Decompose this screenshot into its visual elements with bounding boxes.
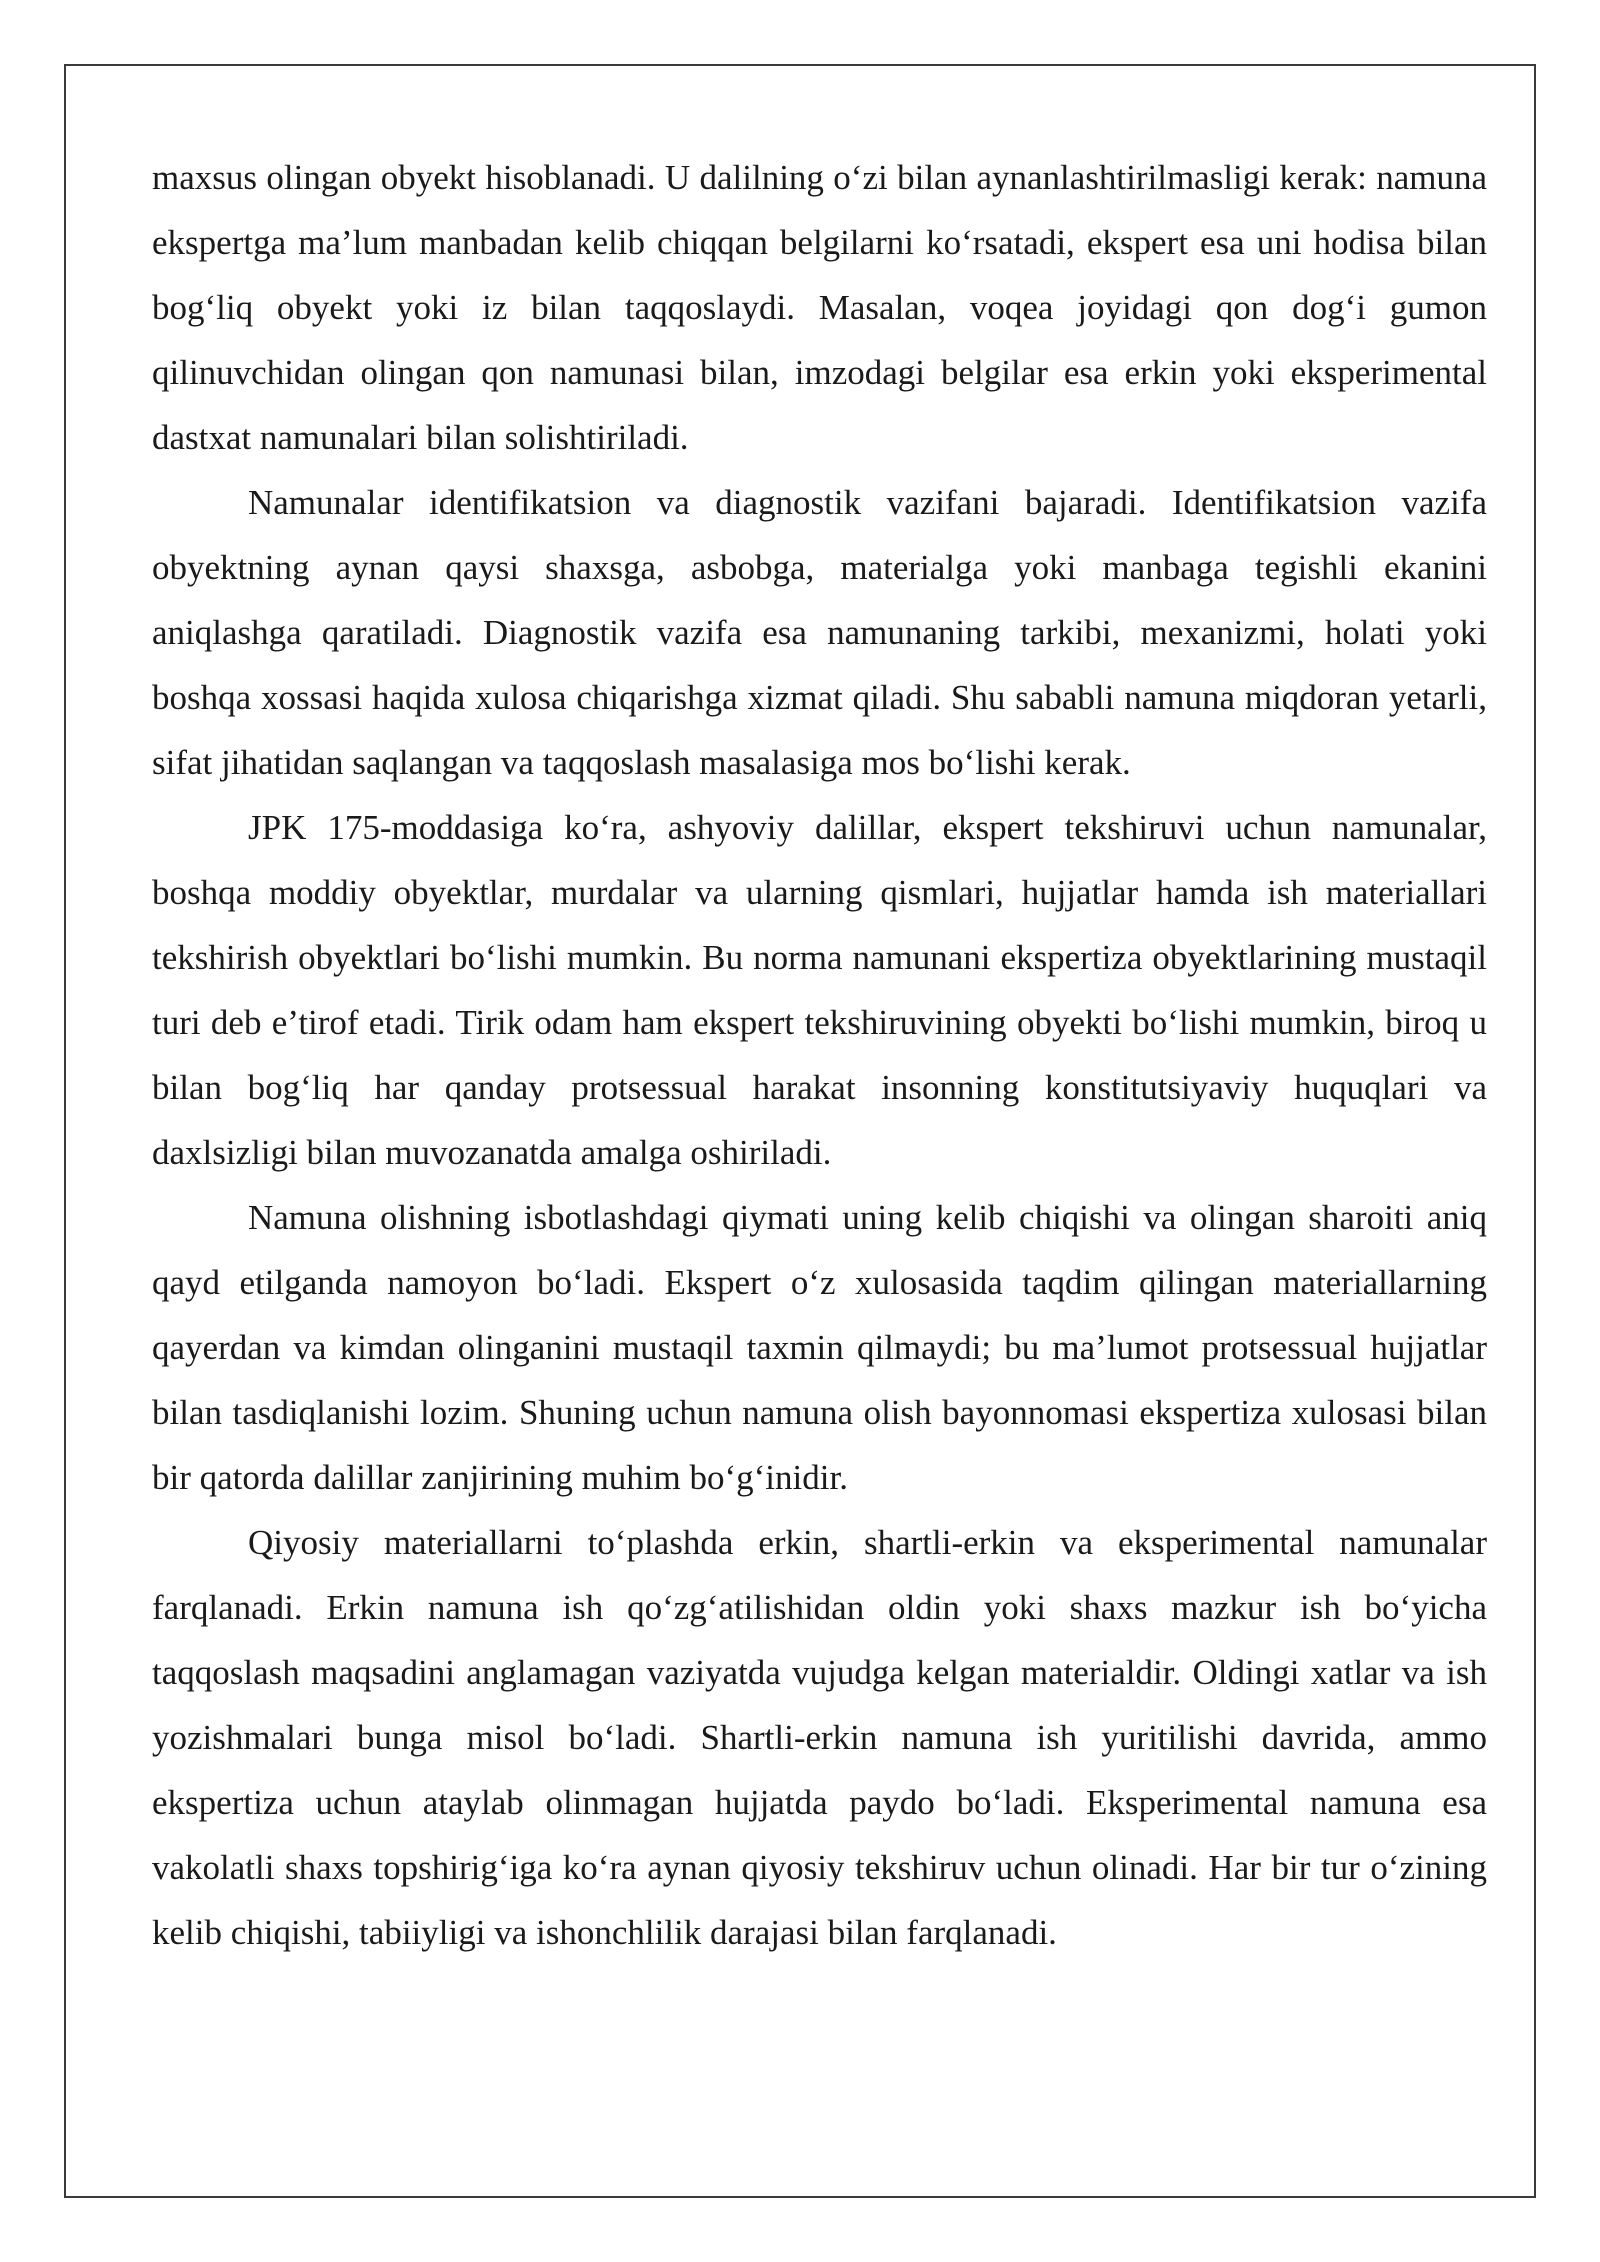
paragraph-functions: Namunalar identifikatsion va diagnostik vazifani bajaradi. Identifikatsion vazifa obyektning aynan qaysi shaxsga, asbobga, materialga yoki manbaga tegishli ekanini aniqlashga qaratiladi. Diagnostik vazifa esa namunaning tarkibi, mexanizmi, holati yoki boshqa xossasi haqida xulosa chiqarishga xizmat qiladi. Shu sababli namuna miqdoran yetarli, sifat jihatidan saqlangan va taqqoslash masalasiga mos bo‘lishi kerak. [152, 483, 1487, 782]
paragraph-continuation: maxsus olingan obyekt hisoblanadi. U dalilning o‘zi bilan aynanlashtirilmasligi kerak: namuna ekspertga ma’lum manbadan kelib chiqqan belgilarni ko‘rsatadi, ekspert esa uni hodisa bilan bog‘liq obyekt yoki iz bilan taqqoslaydi. Masalan, voqea joyidagi qon dog‘i gumon qilinuvchidan olingan qon namunasi bilan, imzodagi belgilar esa erkin yoki eksperimental dastxat namunalari bilan solishtiriladi. [152, 158, 1487, 457]
paragraph-sample-types: Qiyosiy materiallarni to‘plashda erkin, shartli-erkin va eksperimental namunalar farqlanadi. Erkin namuna ish qo‘zg‘atilishidan oldin yoki shaxs mazkur ish bo‘yicha taqqoslash maqsadini anglamagan vaziyatda vujudga kelgan materialdir. Oldingi xatlar va ish yozishmalari bunga misol bo‘ladi. Shartli-erkin namuna ish yuritilishi davrida, ammo ekspertiza uchun ataylab olinmagan hujjatda paydo bo‘ladi. Eksperimental namuna esa vakolatli shaxs topshirig‘iga ko‘ra aynan qiyosiy tekshiruv uchun olinadi. Har bir tur o‘zining kelib chiqishi, tabiiyligi va ishonchlilik darajasi bilan farqlanadi. [152, 1523, 1487, 1952]
paragraph-evidentiary-value: Namuna olishning isbotlashdagi qiymati uning kelib chiqishi va olingan sharoiti aniq qayd etilganda namoyon bo‘ladi. Ekspert o‘z xulosasida taqdim qilingan materiallarning qayerdan va kimdan olinganini mustaqil taxmin qilmaydi; bu ma’lumot protsessual hujjatlar bilan tasdiqlanishi lozim. Shuning uchun namuna olish bayonnomasi ekspertiza xulosasi bilan bir qatorda dalillar zanjirining muhim bo‘g‘inidir. [152, 1198, 1487, 1497]
paragraph-jpk-175: JPK 175-moddasiga ko‘ra, ashyoviy dalillar, ekspert tekshiruvi uchun namunalar, boshqa moddiy obyektlar, murdalar va ularning qismlari, hujjatlar hamda ish materiallari tekshirish obyektlari bo‘lishi mumkin. Bu norma namunani ekspertiza obyektlarining mustaqil turi deb e’tirof etadi. Tirik odam ham ekspert tekshiruvining obyekti bo‘lishi mumkin, biroq u bilan bog‘liq har qanday protsessual harakat insonning konstitutsiyaviy huquqlari va daxlsizligi bilan muvozanatda amalga oshiriladi. [152, 808, 1487, 1172]
document-body [152, 145, 1487, 1965]
